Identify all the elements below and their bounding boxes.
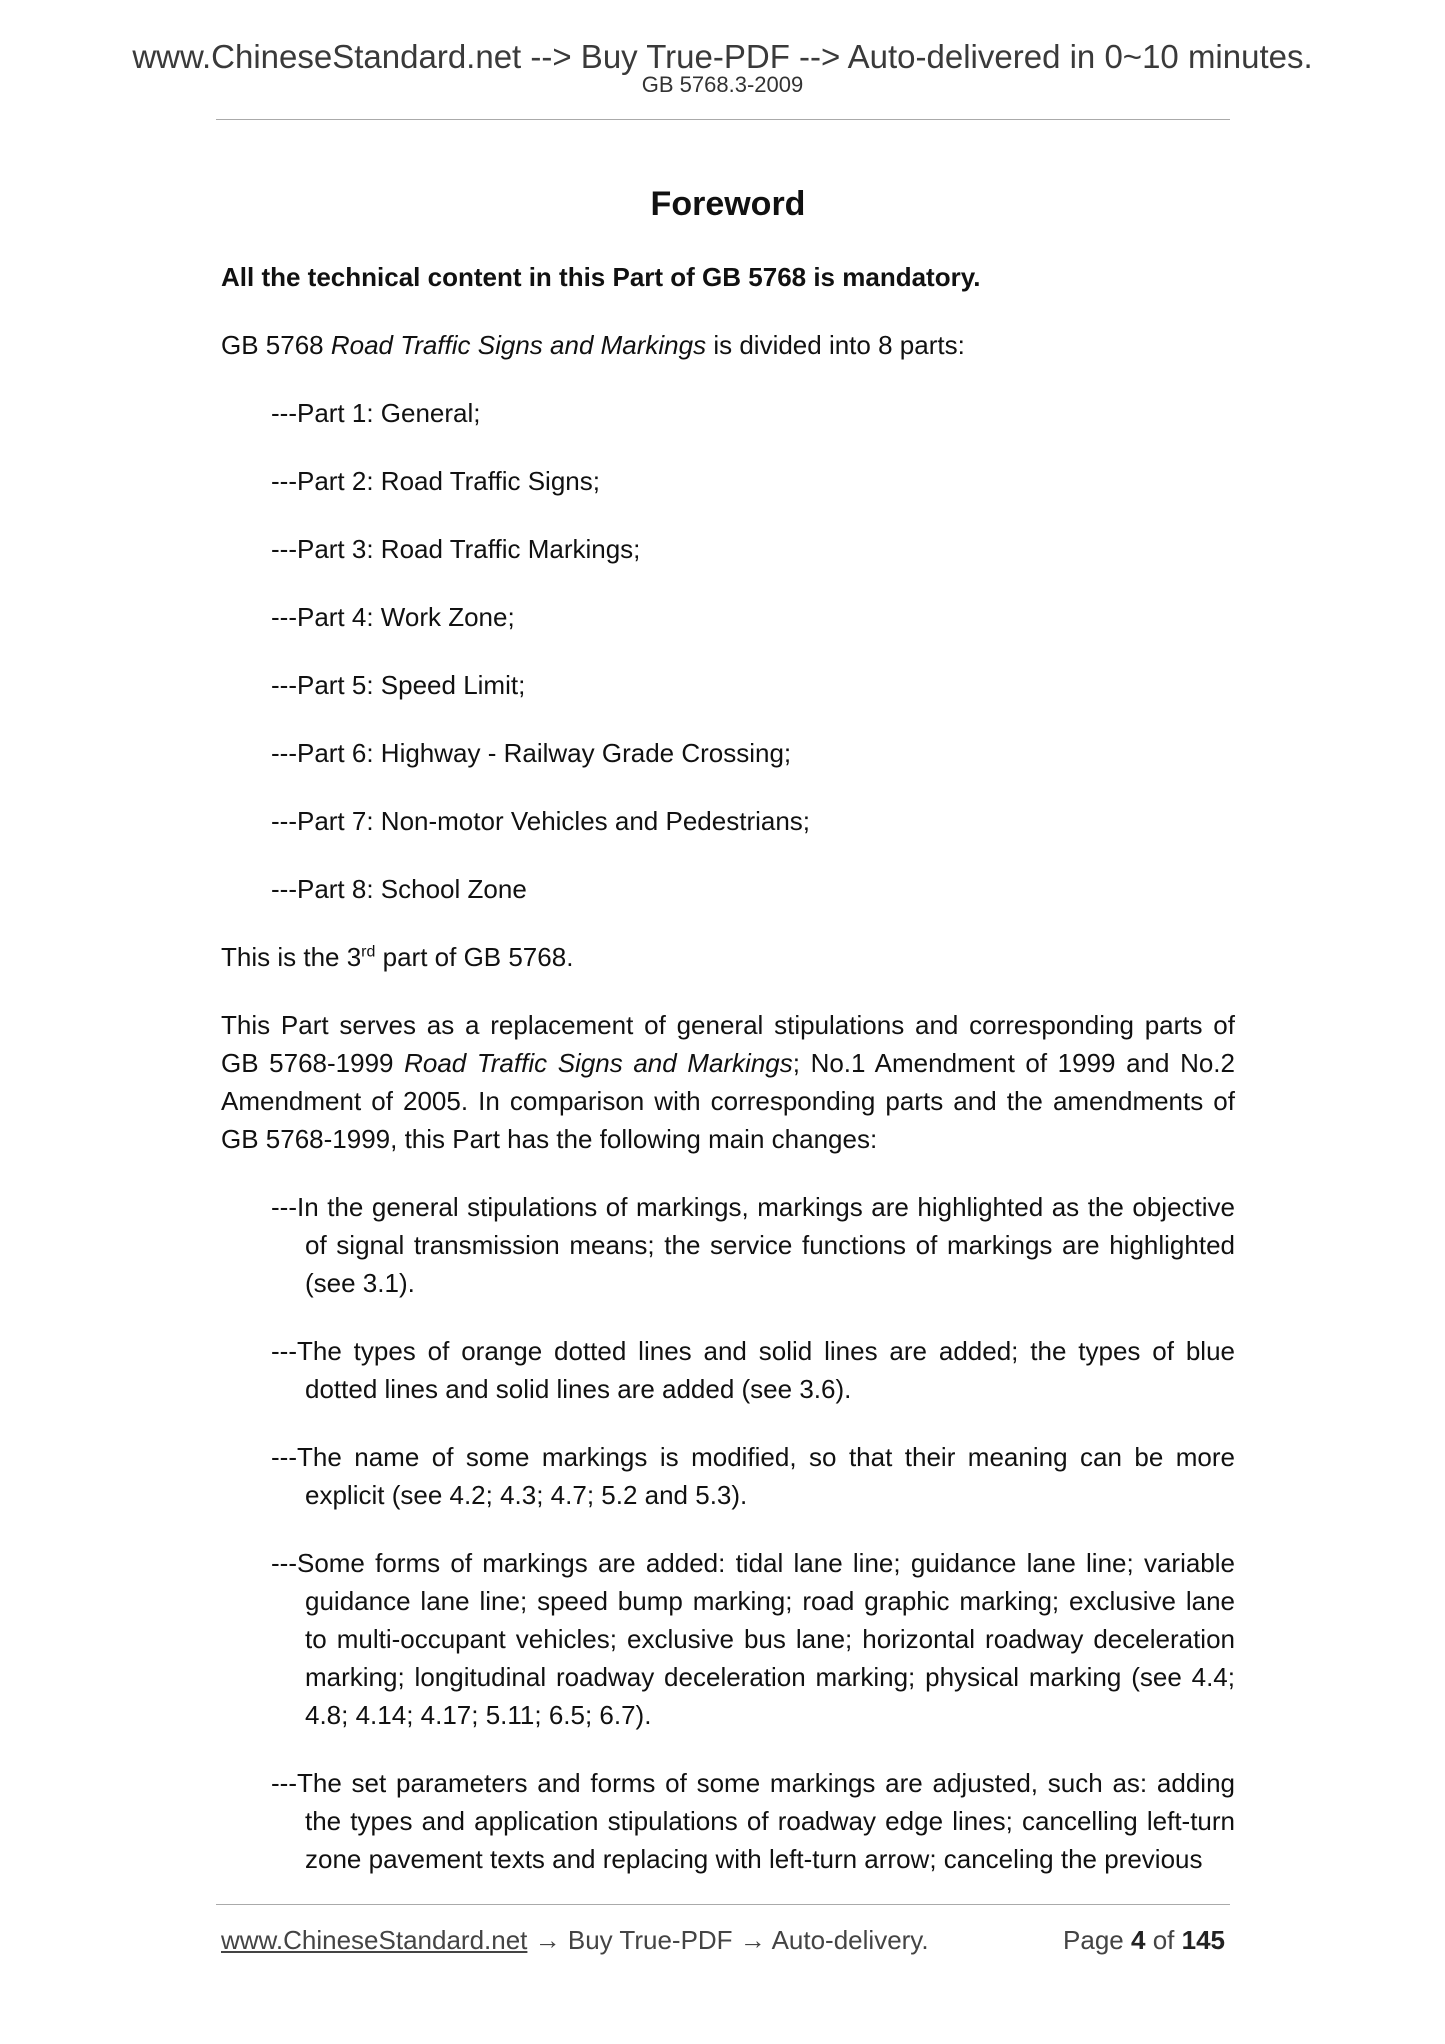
- intro-paragraph: [221, 326, 1235, 364]
- intro-prefix: GB 5768: [221, 330, 331, 360]
- footer-divider: [216, 1904, 1230, 1905]
- header-divider: [216, 119, 1230, 120]
- page-label: Page: [1063, 1925, 1131, 1955]
- document-code: GB 5768.3-2009: [641, 72, 804, 97]
- site-link[interactable]: www.ChineseStandard.net: [221, 1925, 528, 1955]
- change-list-item: ---In the general stipulations of markings, markings are highlighted as the objective of signal transmission means; the service functions of markings are highlighted (see 3.1).: [271, 1192, 1235, 1298]
- part-list-item: ---Part 4: Work Zone;: [271, 602, 515, 632]
- page-content: [221, 180, 1235, 1908]
- change-list-item: ---The set parameters and forms of some markings are adjusted, such as: adding the types and application stipulations of roadway edge lines; cancelling left-turn zone pavement texts and replacing with left-turn arrow; canceling the previous: [271, 1768, 1235, 1874]
- part-list-item: ---Part 2: Road Traffic Signs;: [271, 466, 600, 496]
- standard-name: Road Traffic Signs and Markings: [404, 1048, 793, 1078]
- change-list-item: ---Some forms of markings are added: tidal lane line; guidance lane line; variable guidance lane line; speed bump marking; road graphic marking; exclusive lane to multi-occupant vehicles; exclusive bus lane; horizontal roadway deceleration marking; longitudinal roadway deceleration marking; physical marking (see 4.4; 4.8; 4.14; 4.17; 5.11; 6.5; 6.7).: [271, 1548, 1235, 1730]
- replacement-suffix: ; No.1 Amendment of 1999 and No.2 Amendment of 2005. In comparison with corresponding parts and the amendments of GB 5768-1999, this Part has the following main changes:: [221, 1048, 1235, 1154]
- footer-link-suffix: → Buy True-PDF → Auto-delivery.: [527, 1925, 929, 1955]
- mandatory-note: All the technical content in this Part of GB 5768 is mandatory.: [221, 262, 981, 292]
- part-list-item: ---Part 8: School Zone: [271, 874, 527, 904]
- footer-link-group: [221, 1922, 929, 1958]
- part-list-item: ---Part 1: General;: [271, 398, 481, 428]
- standard-name: Road Traffic Signs and Markings: [330, 330, 707, 360]
- page-indicator: [1063, 1922, 1225, 1958]
- total-pages: 145: [1181, 1925, 1225, 1955]
- part-list-item: ---Part 3: Road Traffic Markings;: [271, 534, 641, 564]
- change-list-item: ---The name of some markings is modified, so that their meaning can be more explicit (see 4.2; 4.3; 4.7; 5.2 and 5.3).: [271, 1442, 1235, 1510]
- of-label: of: [1145, 1925, 1182, 1955]
- page-number: 4: [1131, 1925, 1146, 1955]
- page-title: Foreword: [650, 185, 806, 223]
- this-part-paragraph: [221, 938, 1235, 976]
- change-list-item: ---The types of orange dotted lines and solid lines are added; the types of blue dotted lines and solid lines are added (see 3.6).: [271, 1336, 1235, 1404]
- part-list-item: ---Part 5: Speed Limit;: [271, 670, 526, 700]
- this-part-prefix: This is the 3: [221, 942, 362, 972]
- replacement-paragraph: [221, 1006, 1235, 1158]
- site-banner: www.ChineseStandard.net --> Buy True-PDF --> Auto-delivered in 0~10 minutes.: [132, 38, 1313, 75]
- this-part-suffix: part of GB 5768.: [375, 942, 574, 972]
- replacement-prefix: This Part serves as a replacement of general stipulations and corresponding parts of GB 5768-1999: [221, 1010, 1235, 1078]
- part-list-item: ---Part 7: Non-motor Vehicles and Pedestrians;: [271, 806, 811, 836]
- part-list-item: ---Part 6: Highway - Railway Grade Crossing;: [271, 738, 792, 768]
- intro-suffix: is divided into 8 parts:: [706, 330, 965, 360]
- ordinal-suffix: rd: [361, 943, 376, 961]
